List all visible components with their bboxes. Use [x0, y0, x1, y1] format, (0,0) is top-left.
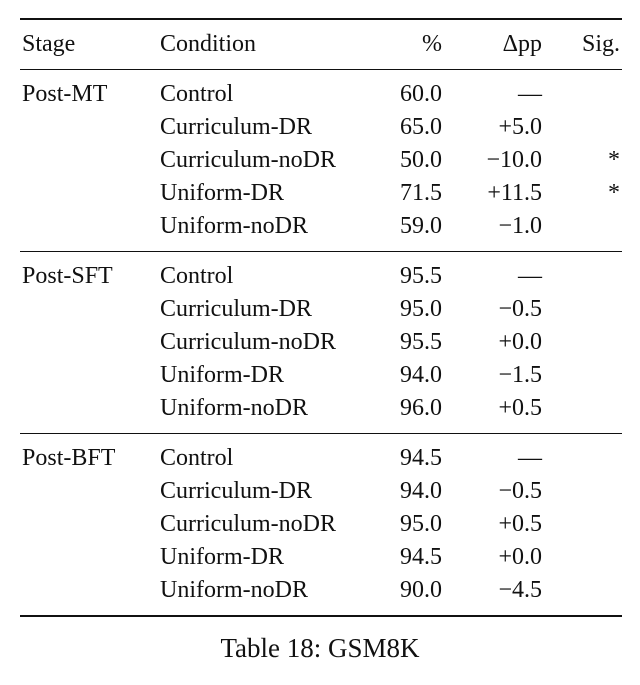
- significance-cell: [542, 434, 622, 476]
- stage-group: [20, 252, 622, 434]
- stage-cell-empty: [20, 111, 160, 144]
- significance-cell: [542, 574, 622, 616]
- stage-group: [20, 70, 622, 252]
- table-row: [20, 434, 622, 476]
- table-row: [20, 541, 622, 574]
- percent-cell: 95.5: [400, 263, 442, 289]
- table-row: [20, 326, 622, 359]
- results-table: [20, 18, 622, 617]
- significance-cell: [542, 326, 622, 359]
- significance-cell: [542, 359, 622, 392]
- condition-cell: Curriculum-DR: [160, 296, 312, 322]
- percent-cell: 71.5: [400, 180, 442, 206]
- header-percent: %: [422, 31, 442, 57]
- table-row: [20, 70, 622, 112]
- stage-group: [20, 434, 622, 617]
- percent-cell: 65.0: [400, 114, 442, 140]
- condition-cell: Curriculum-noDR: [160, 329, 336, 355]
- table-row: [20, 475, 622, 508]
- stage-cell-empty: [20, 293, 160, 326]
- delta-cell: −0.5: [498, 296, 542, 322]
- condition-cell: Control: [160, 445, 234, 471]
- table-caption: Table 18: GSM8K: [220, 633, 420, 663]
- percent-cell: 50.0: [400, 147, 442, 173]
- table-row: [20, 574, 622, 616]
- delta-cell: +0.5: [498, 511, 542, 537]
- condition-cell: Curriculum-DR: [160, 114, 312, 140]
- delta-cell: +0.5: [498, 395, 542, 421]
- percent-cell: 95.0: [400, 511, 442, 537]
- delta-cell: −1.0: [498, 213, 542, 239]
- condition-cell: Curriculum-noDR: [160, 511, 336, 537]
- header-stage: Stage: [22, 31, 76, 57]
- delta-cell: +0.0: [498, 544, 542, 570]
- stage-cell-empty: [20, 574, 160, 616]
- condition-cell: Uniform-noDR: [160, 213, 308, 239]
- condition-cell: Uniform-noDR: [160, 395, 308, 421]
- table-row: [20, 508, 622, 541]
- percent-cell: 94.5: [400, 544, 442, 570]
- significance-cell: [542, 392, 622, 434]
- delta-cell: —: [518, 81, 542, 107]
- condition-cell: Uniform-noDR: [160, 577, 308, 603]
- stage-cell-empty: [20, 392, 160, 434]
- delta-cell: −10.0: [486, 147, 542, 173]
- table-row: [20, 177, 622, 210]
- stage-cell-empty: [20, 144, 160, 177]
- percent-cell: 59.0: [400, 213, 442, 239]
- table-row: [20, 392, 622, 434]
- stage-cell-empty: [20, 210, 160, 252]
- stage-cell-empty: [20, 359, 160, 392]
- table-row: [20, 252, 622, 294]
- table-row: [20, 210, 622, 252]
- table-header: [20, 19, 622, 70]
- delta-cell: −0.5: [498, 478, 542, 504]
- significance-cell: [542, 70, 622, 112]
- condition-cell: Curriculum-noDR: [160, 147, 336, 173]
- stage-cell-empty: [20, 475, 160, 508]
- stage-cell: Post-SFT: [22, 263, 113, 289]
- condition-cell: Uniform-DR: [160, 180, 284, 206]
- percent-cell: 94.0: [400, 478, 442, 504]
- percent-cell: 96.0: [400, 395, 442, 421]
- delta-cell: +0.0: [498, 329, 542, 355]
- percent-cell: 90.0: [400, 577, 442, 603]
- delta-cell: —: [518, 445, 542, 471]
- percent-cell: 60.0: [400, 81, 442, 107]
- significance-cell: [542, 508, 622, 541]
- stage-cell-empty: [20, 541, 160, 574]
- significance-cell: [542, 475, 622, 508]
- table-row: [20, 144, 622, 177]
- header-row: [20, 19, 622, 70]
- delta-cell: −4.5: [498, 577, 542, 603]
- significance-cell: [542, 293, 622, 326]
- condition-cell: Uniform-DR: [160, 362, 284, 388]
- condition-cell: Control: [160, 81, 234, 107]
- delta-cell: +5.0: [498, 114, 542, 140]
- significance-cell: *: [608, 180, 620, 206]
- significance-cell: [542, 210, 622, 252]
- table-row: [20, 359, 622, 392]
- condition-cell: Uniform-DR: [160, 544, 284, 570]
- condition-cell: Curriculum-DR: [160, 478, 312, 504]
- table-row: [20, 293, 622, 326]
- significance-cell: [542, 541, 622, 574]
- significance-cell: *: [608, 147, 620, 173]
- stage-cell-empty: [20, 508, 160, 541]
- percent-cell: 95.0: [400, 296, 442, 322]
- header-significance: Sig.: [581, 31, 620, 57]
- stage-cell-empty: [20, 326, 160, 359]
- percent-cell: 95.5: [400, 329, 442, 355]
- stage-cell: Post-BFT: [22, 445, 116, 471]
- significance-cell: [542, 111, 622, 144]
- percent-cell: 94.0: [400, 362, 442, 388]
- results-table-container: [20, 18, 622, 617]
- delta-cell: −1.5: [498, 362, 542, 388]
- significance-cell: [542, 252, 622, 294]
- percent-cell: 94.5: [400, 445, 442, 471]
- condition-cell: Control: [160, 263, 234, 289]
- stage-cell: Post-MT: [22, 81, 108, 107]
- stage-cell-empty: [20, 177, 160, 210]
- table-row: [20, 111, 622, 144]
- header-delta: Δpp: [502, 31, 542, 57]
- header-condition: Condition: [160, 31, 257, 57]
- delta-cell: —: [518, 263, 542, 289]
- delta-cell: +11.5: [487, 180, 542, 206]
